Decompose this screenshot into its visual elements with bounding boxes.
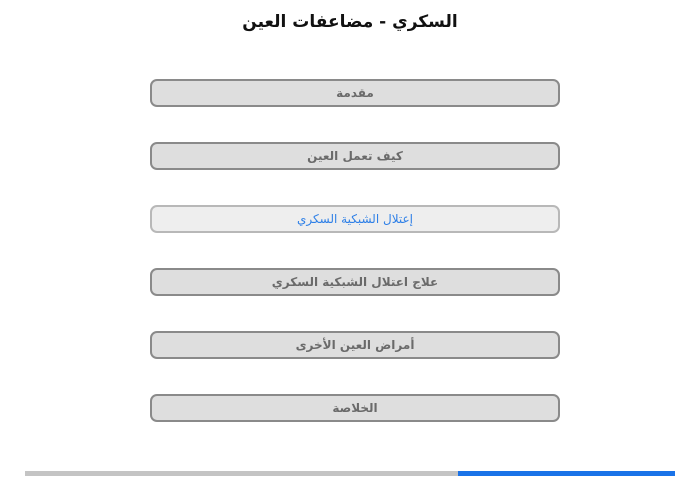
chapter-menu bbox=[150, 79, 560, 457]
menu-item-other-eye-diseases[interactable]: أمراض العين الأخرى bbox=[150, 331, 560, 359]
menu-item-how-eye-works[interactable]: كيف تعمل العين bbox=[150, 142, 560, 170]
menu-item-introduction[interactable]: مقدمة bbox=[150, 79, 560, 107]
menu-item-diabetic-retinopathy[interactable]: إعتلال الشبكية السكري bbox=[150, 205, 560, 233]
progress-bar bbox=[25, 471, 675, 476]
menu-item-summary[interactable]: الخلاصة bbox=[150, 394, 560, 422]
menu-item-retinopathy-treatment[interactable]: علاج اعتلال الشبكية السكري bbox=[150, 268, 560, 296]
page-title: السكري - مضاعفات العين bbox=[242, 12, 458, 32]
progress-bar-fill bbox=[458, 471, 675, 476]
